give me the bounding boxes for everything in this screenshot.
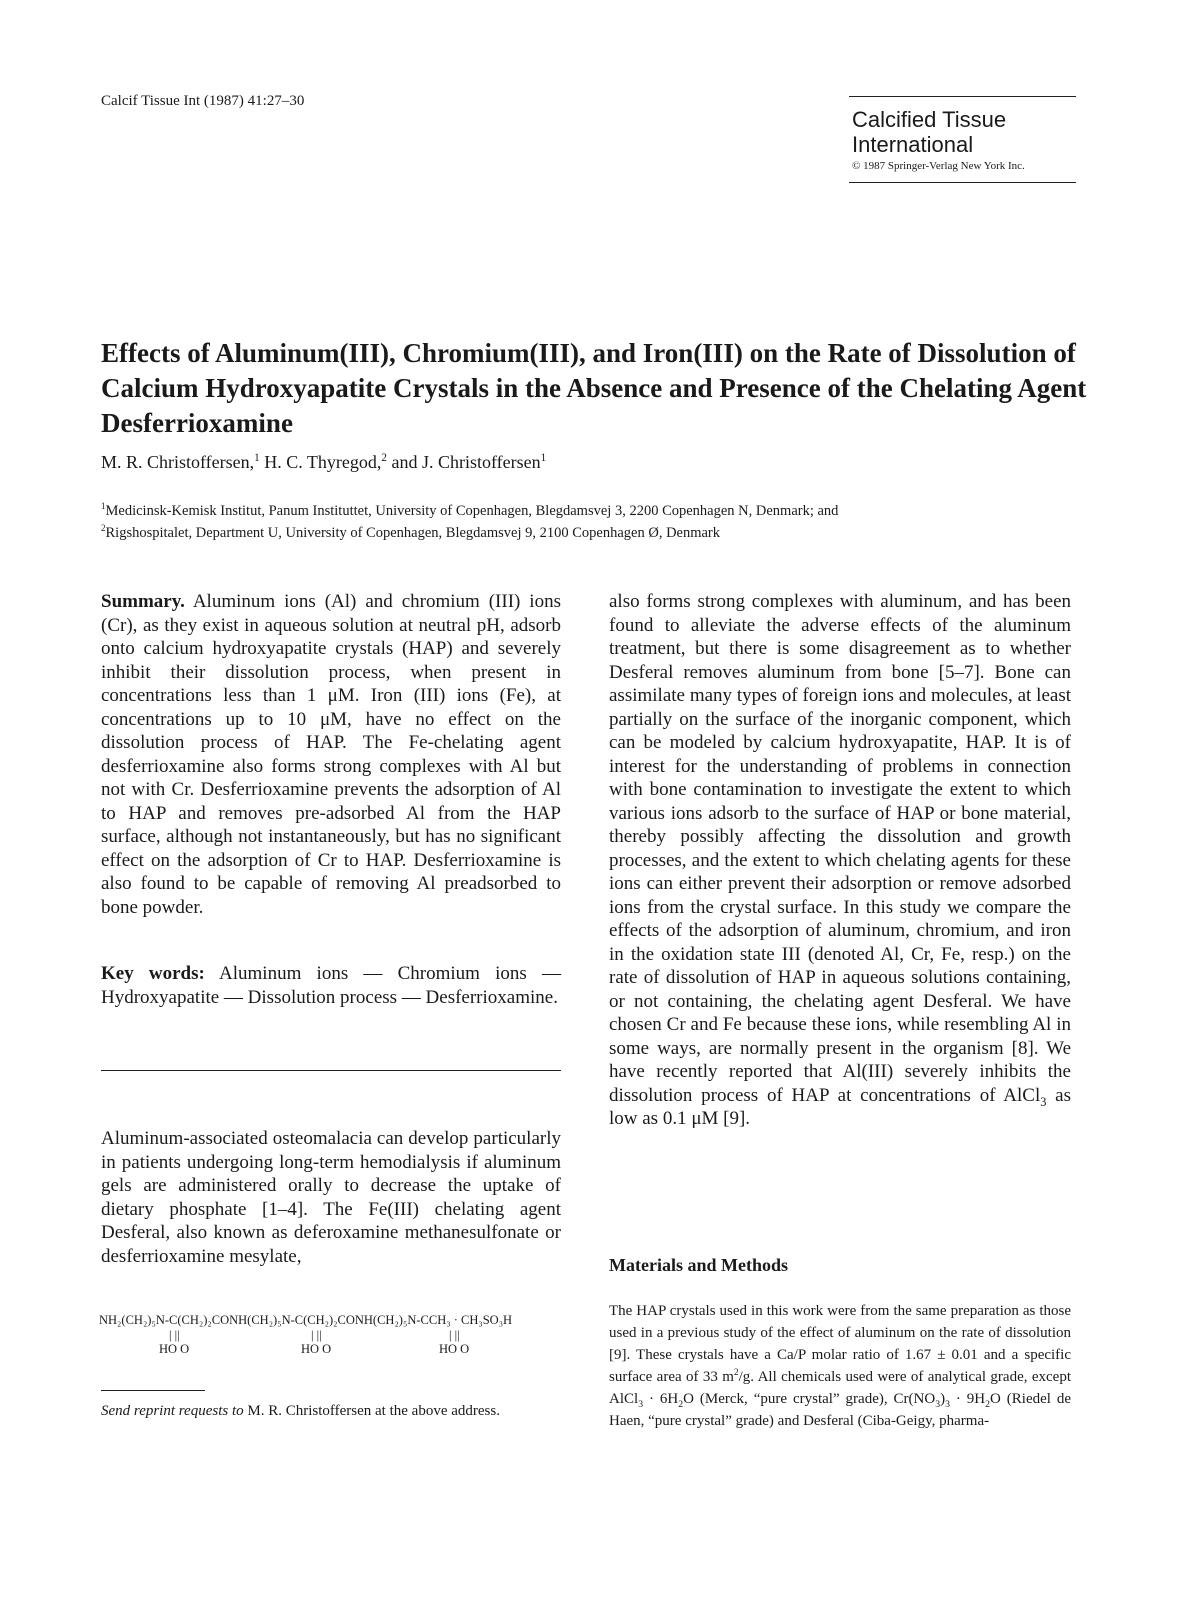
methods-text-4: O (Merck, “pure crystal” grade), Cr(NO	[683, 1391, 936, 1407]
methods-text-1: The HAP crystals used in this work were from the same preparation as those used in a previous study of the effect of aluminum on the rate of dissolution [9]. These crystals have a Ca/P molar ratio of 1.67 ± 0.01 and a specific surface area of 33 m	[609, 1303, 1071, 1385]
keywords-label: Key words:	[101, 963, 205, 984]
author-3: and J. Christoffersen	[387, 452, 541, 472]
affiliation-2-text: Rigshospitalet, Department U, University of Copenhagen, Blegdamsvej 9, 2100 Copenhagen Ø, Denmark	[105, 525, 721, 541]
intro-paragraph-left: Aluminum-associated osteomalacia can develop particularly in patients undergoing long-term hemodialysis if aluminum gels are administered orally to decrease the uptake of dietary phosphate [1–4]. The Fe(III) chelating agent Desferal, also known as deferoxamine methanesulfonate or desferrioxamine mesylate,	[101, 1128, 561, 1267]
footnote-rule	[101, 1390, 205, 1391]
summary-text: Aluminum ions (Al) and chromium (III) ions (Cr), as they exist in aqueous solution at neutral pH, adsorb onto calcium hydroxyapatite crystals (HAP) and severely inhibit their dissolution process, when present in concentrations less than 1 μM. Iron (III) ions (Fe), at concentrations up to 10 μM, have no effect on the dissolution process of HAP. The Fe-chelating agent desferrioxamine also forms strong complexes with Al but not with Cr. Desferrioxamine prevents the adsorption of Al to HAP and removes pre-adsorbed Al from the HAP surface, although not instantaneously, but has no significant effect on the adsorption of Cr to HAP. Desferrioxamine is also found to be capable of removing Al preadsorbed to bone powder.	[101, 591, 561, 918]
methods-heading: Materials and Methods	[609, 1255, 788, 1275]
footnote-text: M. R. Christoffersen at the above address.	[243, 1403, 500, 1419]
formula-bonds	[99, 1328, 564, 1358]
intro-right-text-a: also forms strong complexes with aluminum, and has been found to alleviate the adverse effects of the aluminum treatment, but there is some disagreement as to whether Desferal removes aluminum from bone [5–7]. Bone can assimilate many types of foreign ions and molecules, at least partially on the surface of the inorganic component, which can be modeled by calcium hydroxyapatite, HAP. It is of interest for the understanding of problems in connection with bone contamination to investigate the extent to which various ions adsorb to the surface of HAP or bone material, thereby possibly affecting the dissolution and growth processes, and the extent to which chelating agents for these ions can either prevent their adsorption or remove adsorbed ions from the crystal surface. In this study we compare the effects of the adsorption of aluminum, chromium, and iron in the oxidation state III (denoted Al, Cr, Fe, resp.) on the rate of dissolution of HAP in aqueous solutions containing, or not containing, the chelating agent Desferal. We have chosen Cr and Fe because these ions, while resembling Al in some ways, are normally present in the organism [8]. We have recently reported that Al(III) severely inhibits the dissolution process of HAP at concentrations of AlCl	[609, 591, 1071, 1106]
affiliations	[101, 500, 1101, 544]
methods-sub-4: 3	[945, 1399, 950, 1410]
author-1: M. R. Christoffersen,	[101, 452, 255, 472]
journal-citation: Calcif Tissue Int (1987) 41:27–30	[101, 93, 305, 109]
chemical-formula	[99, 1313, 564, 1358]
methods-text-3: · 6H	[643, 1391, 679, 1407]
author-2-affil: 2	[381, 452, 387, 464]
formula-ho-2: HO O	[301, 1342, 332, 1356]
formula-bond-2: | ||	[311, 1328, 322, 1342]
reprint-footnote	[101, 1402, 561, 1421]
formula-bond-1: | ||	[169, 1328, 180, 1342]
footnote-italic: Send reprint requests to	[101, 1403, 244, 1419]
methods-text-7: O (Riedel de Haen, “pure crystal” grade) and Desferal (Ciba-Geigy, pharma-	[609, 1391, 1072, 1429]
intro-paragraph-right	[609, 590, 1071, 1131]
formula-line: NH₂(CH₂)₅N-C(CH₂)₂CONH(CH₂)₅N-C(CH₂)₂CONH(CH₂)₅N-CCH₃ · CH₃SO₃H	[99, 1313, 513, 1327]
affiliation-2-marker: 2	[101, 523, 106, 534]
author-1-affil: 1	[254, 452, 260, 464]
methods-text-5: )	[940, 1391, 946, 1407]
methods-sub-3: 3	[935, 1399, 941, 1410]
author-list	[101, 452, 546, 473]
methods-paragraph	[609, 1300, 1071, 1432]
methods-sub-5: 2	[985, 1399, 991, 1410]
methods-sub-1: 3	[638, 1399, 644, 1410]
summary-label: Summary.	[101, 591, 185, 612]
article-title: Effects of Aluminum(III), Chromium(III), and Iron(III) on the Rate of Dissolution of Calcium Hydroxyapatite Crystals in the Absence and Presence of the Chelating Agent Desferrioxamine	[101, 338, 1087, 438]
methods-text-2: /g. All chemicals used were of analytical grade, except AlCl	[609, 1369, 1071, 1407]
affiliation-1-marker: 1	[101, 501, 106, 512]
journal-name-line2: International	[852, 132, 974, 157]
affiliation-1	[101, 500, 1101, 522]
journal-name-line1: Calcified Tissue	[852, 107, 1007, 132]
keywords-text: Aluminum ions — Chromium ions — Hydroxyapatite — Dissolution process — Desferrioxamine.	[101, 963, 561, 1008]
methods-sup: 2	[733, 1368, 739, 1378]
section-divider	[101, 1070, 561, 1071]
affiliation-2	[101, 522, 1101, 544]
author-3-affil: 1	[540, 452, 547, 464]
summary-paragraph	[101, 590, 561, 919]
keywords-paragraph	[101, 962, 561, 1009]
affiliation-1-text: Medicinsk-Kemisk Institut, Panum Instituttet, University of Copenhagen, Blegdamsvej 3, 2200 Copenhagen N, Denmark; and	[105, 503, 839, 519]
author-2: H. C. Thyregod,	[259, 452, 382, 472]
intro-right-text-b: as low as 0.1 μM [9].	[609, 1084, 1071, 1129]
journal-masthead	[849, 96, 1076, 183]
methods-text-6: · 9H	[949, 1391, 986, 1407]
methods-sub-2: 2	[678, 1399, 684, 1410]
intro-right-sub: 3	[1040, 1094, 1047, 1109]
formula-ho-1: HO O	[159, 1342, 190, 1356]
copyright-notice: © 1987 Springer-Verlag New York Inc.	[852, 160, 1025, 172]
formula-ho-3: HO O	[439, 1342, 470, 1356]
formula-bond-3: | ||	[449, 1328, 460, 1342]
